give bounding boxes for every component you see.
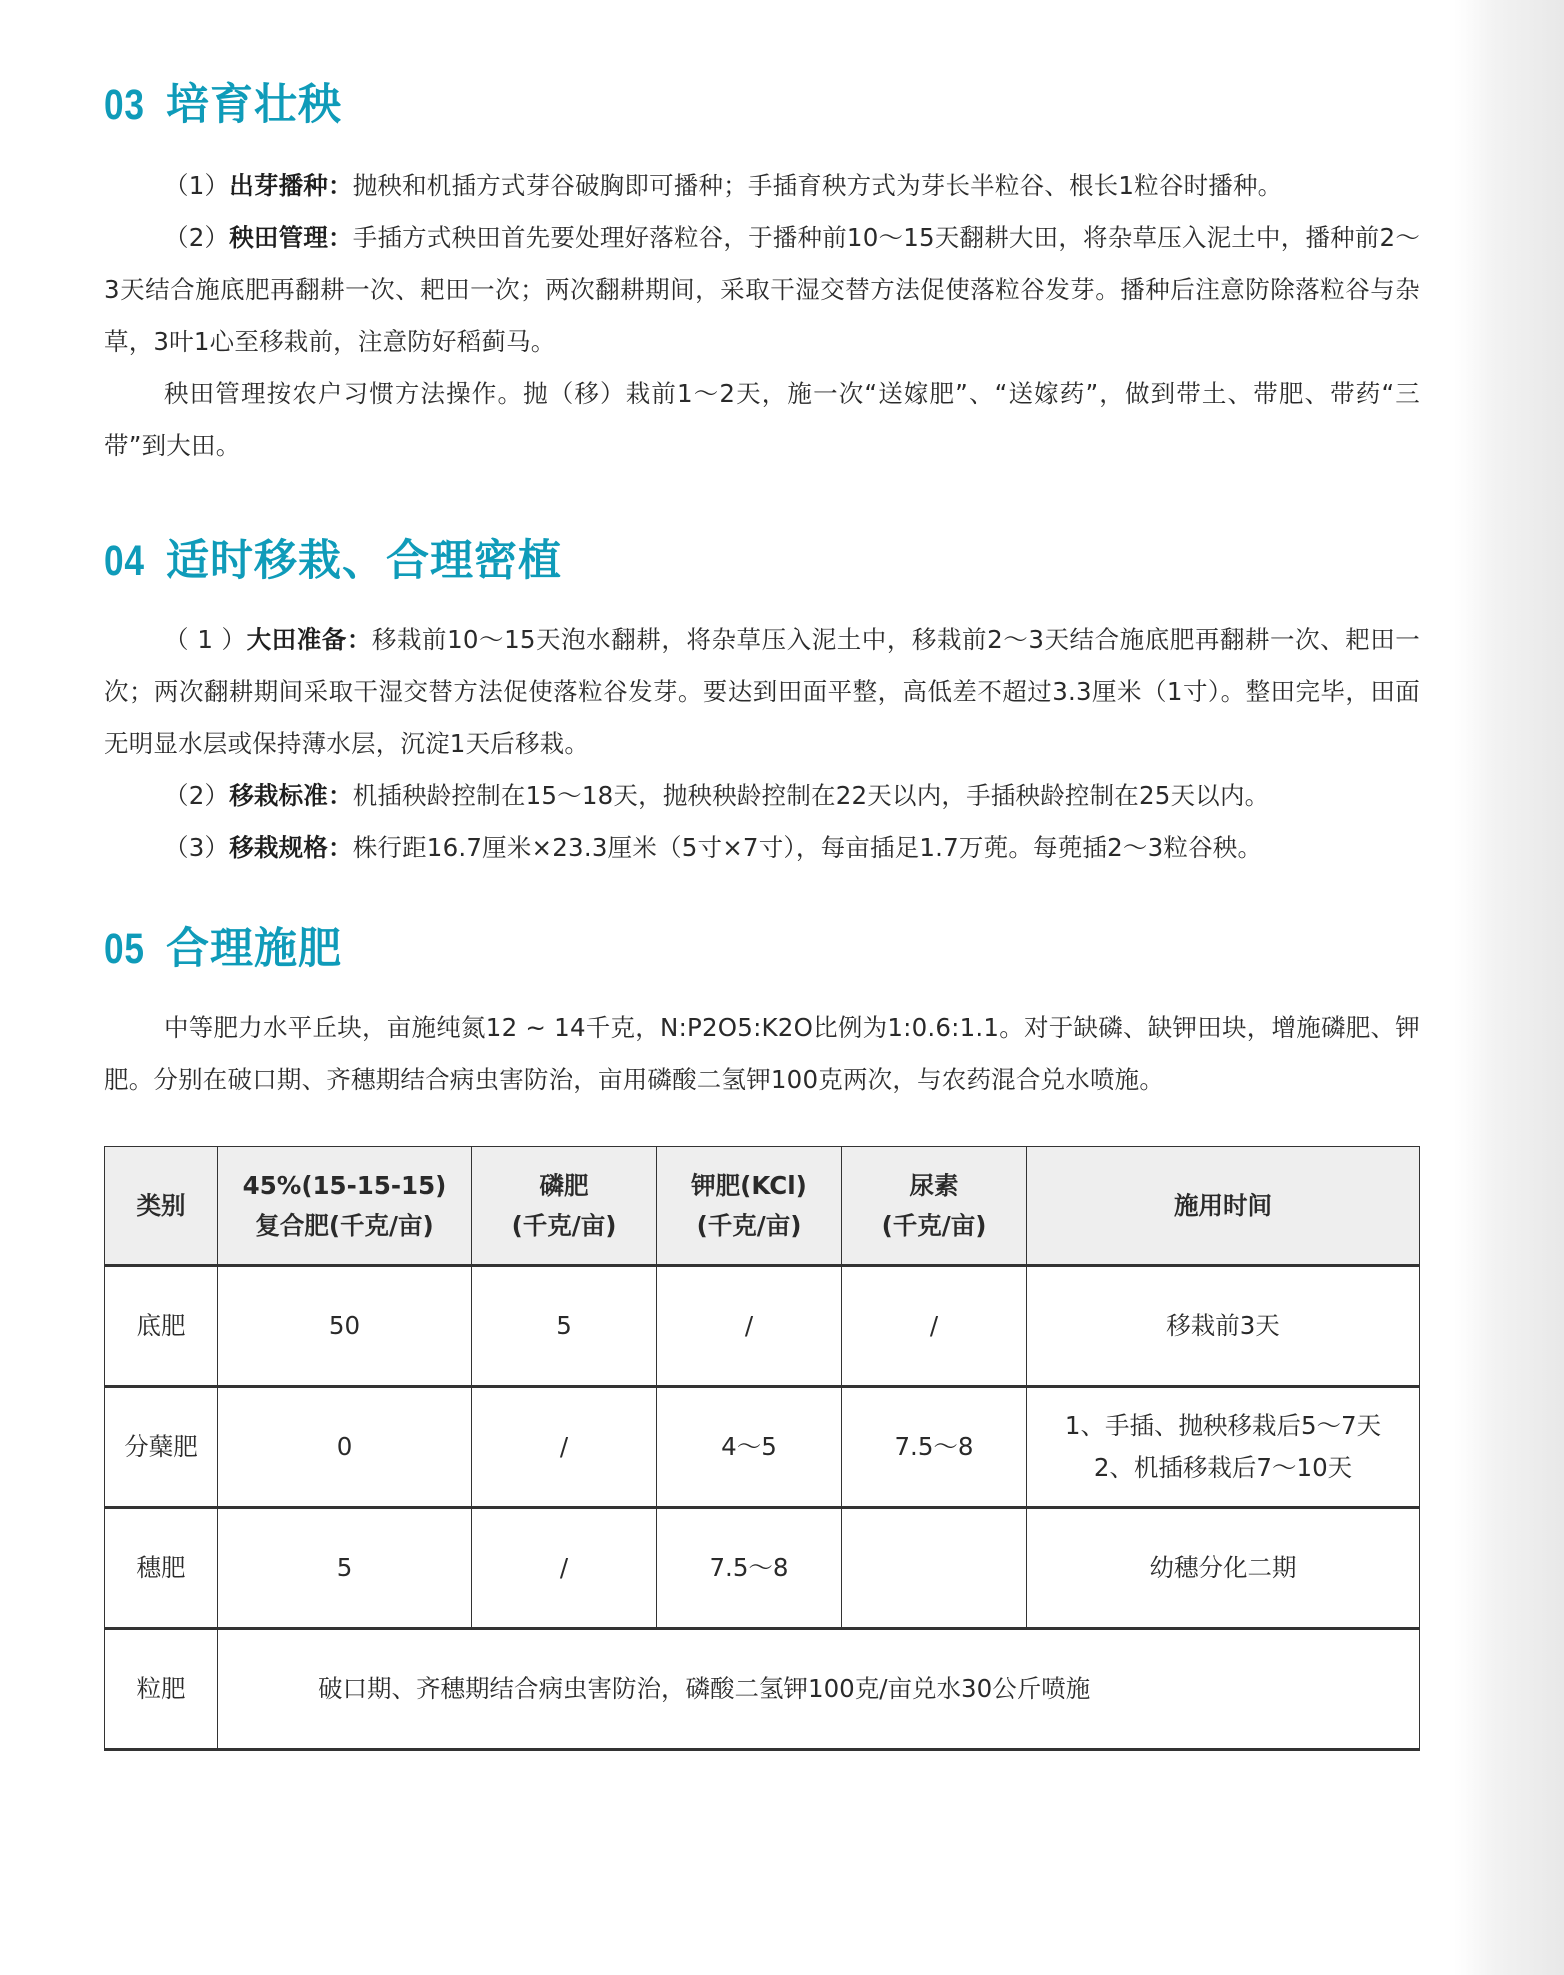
timing-text: 2、机插移栽后7～10天	[1093, 1453, 1353, 1482]
timing-text: 1、手插、抛秧移栽后5～7天	[1064, 1411, 1382, 1440]
section-title-text: 适时移栽、合理密植	[166, 536, 562, 586]
item-label: 大田准备：	[246, 625, 372, 654]
item-number: （3）	[164, 833, 230, 862]
table-row-grain-fertilizer	[105, 1629, 1420, 1750]
section-title-text: 合理施肥	[166, 924, 342, 974]
table-row-panicle-fertilizer	[105, 1508, 1420, 1629]
header-timing	[1027, 1147, 1420, 1266]
item-label: 移栽规格：	[229, 833, 353, 862]
cell-urea: /	[842, 1266, 1027, 1387]
header-text: 类别	[136, 1190, 186, 1220]
timing-text: 移栽前3天	[1166, 1311, 1280, 1340]
item-number: （1）	[164, 171, 230, 200]
cell-urea: 7.5～8	[842, 1387, 1027, 1508]
cell-phosphate: /	[472, 1387, 657, 1508]
cell-potash: 7.5～8	[657, 1508, 842, 1629]
header-text: 45%(15-15-15)	[242, 1170, 447, 1200]
timing-text: 幼穗分化二期	[1149, 1553, 1297, 1582]
item-text: 株行距16.7厘米×23.3厘米（5寸×7寸），每亩插足1.7万蔸。每蔸插2～3粒谷秧。	[352, 833, 1263, 862]
section-title-text: 培育壮秧	[166, 80, 342, 130]
cell-timing	[1027, 1266, 1420, 1387]
header-unit: (千克/亩)	[881, 1210, 987, 1240]
header-compound-fertilizer	[218, 1147, 472, 1266]
section-number: 03	[104, 81, 145, 129]
cell-phosphate: 5	[472, 1266, 657, 1387]
paragraph-seedbed-management	[104, 212, 1420, 368]
paragraph-fertilization-intro	[104, 1002, 1420, 1106]
cell-compound: 50	[218, 1266, 472, 1387]
fertilizer-table	[104, 1146, 1420, 1751]
section-number: 04	[104, 537, 145, 585]
table-row-tillering-fertilizer	[105, 1387, 1420, 1508]
item-text: 手插方式秧田首先要处理好落粒谷，于播种前10～15天翻耕大田，将杂草压入泥土中，播种前2～3天结合施底肥再翻耕一次、耙田一次；两次翻耕期间，采取干湿交替方法促使落粒谷发芽。播种后注意防除落粒谷与杂草，3叶1心至移栽前，注意防好稻蓟马。	[104, 223, 1421, 356]
cell-compound: 5	[218, 1508, 472, 1629]
cell-phosphate: /	[472, 1508, 657, 1629]
header-unit: 复合肥(千克/亩)	[255, 1210, 434, 1240]
section-number: 05	[104, 925, 145, 973]
cell-timing	[1027, 1387, 1420, 1508]
cell-potash: /	[657, 1266, 842, 1387]
item-text: 中等肥力水平丘块，亩施纯氮12 ~ 14千克，N:P2O5:K2O比例为1:0.6:1.1。对于缺磷、缺钾田块，增施磷肥、钾肥。分别在破口期、齐穗期结合病虫害防治，亩用磷酸二氢钾100克两次，与农药混合兑水喷施。	[104, 1013, 1420, 1094]
header-urea	[842, 1147, 1027, 1266]
section-heading-03	[104, 80, 342, 130]
cell-category: 粒肥	[105, 1629, 218, 1750]
header-category	[105, 1147, 218, 1266]
cell-category: 穗肥	[105, 1508, 218, 1629]
cell-compound: 0	[218, 1387, 472, 1508]
header-potash	[657, 1147, 842, 1266]
page-edge-shadow	[1454, 0, 1564, 1975]
item-label: 移栽标准：	[229, 781, 353, 810]
cell-timing	[1027, 1508, 1420, 1629]
item-number: （ 1 ）	[164, 625, 247, 654]
section-heading-05	[104, 924, 342, 974]
paragraph-sprouting-sowing	[104, 160, 1420, 212]
header-phosphate	[472, 1147, 657, 1266]
cell-merged-description: 破口期、齐穗期结合病虫害防治，磷酸二氢钾100克/亩兑水30公斤喷施	[218, 1629, 1420, 1750]
cell-category: 分蘖肥	[105, 1387, 218, 1508]
paragraph-transplant-standard	[104, 770, 1420, 822]
table-header-row	[105, 1147, 1420, 1266]
item-number: （2）	[164, 223, 230, 252]
paragraph-field-preparation	[104, 614, 1420, 770]
item-label: 出芽播种：	[229, 171, 353, 200]
paragraph-seedbed-practice	[104, 368, 1420, 472]
cell-category: 底肥	[105, 1266, 218, 1387]
header-text: 磷肥	[539, 1170, 589, 1200]
header-unit: (千克/亩)	[696, 1210, 802, 1240]
item-text: 抛秧和机插方式芽谷破胸即可播种；手插育秧方式为芽长半粒谷、根长1粒谷时播种。	[352, 171, 1283, 200]
item-label: 秧田管理：	[229, 223, 353, 252]
item-text: 移栽前10～15天泡水翻耕，将杂草压入泥土中，移栽前2～3天结合施底肥再翻耕一次、耙田一次；两次翻耕期间采取干湿交替方法促使落粒谷发芽。要达到田面平整，高低差不超过3.3厘米（1寸）。整田完毕，田面无明显水层或保持薄水层，沉淀1天后移栽。	[104, 625, 1421, 758]
section-heading-04	[104, 536, 562, 586]
header-text: 施用时间	[1174, 1190, 1272, 1220]
item-text: 机插秧龄控制在15～18天，抛秧秧龄控制在22天以内，手插秧龄控制在25天以内。	[352, 781, 1270, 810]
item-text: 秧田管理按农户习惯方法操作。抛（移）栽前1～2天，施一次“送嫁肥”、“送嫁药”，做到带土、带肥、带药“三带”到大田。	[104, 379, 1420, 460]
item-number: （2）	[164, 781, 230, 810]
header-text: 尿素	[909, 1170, 959, 1200]
cell-potash: 4～5	[657, 1387, 842, 1508]
header-text: 钾肥(KCl)	[691, 1170, 807, 1200]
header-unit: (千克/亩)	[511, 1210, 617, 1240]
cell-urea	[842, 1508, 1027, 1629]
paragraph-transplant-spec	[104, 822, 1420, 874]
table-row-base-fertilizer	[105, 1266, 1420, 1387]
